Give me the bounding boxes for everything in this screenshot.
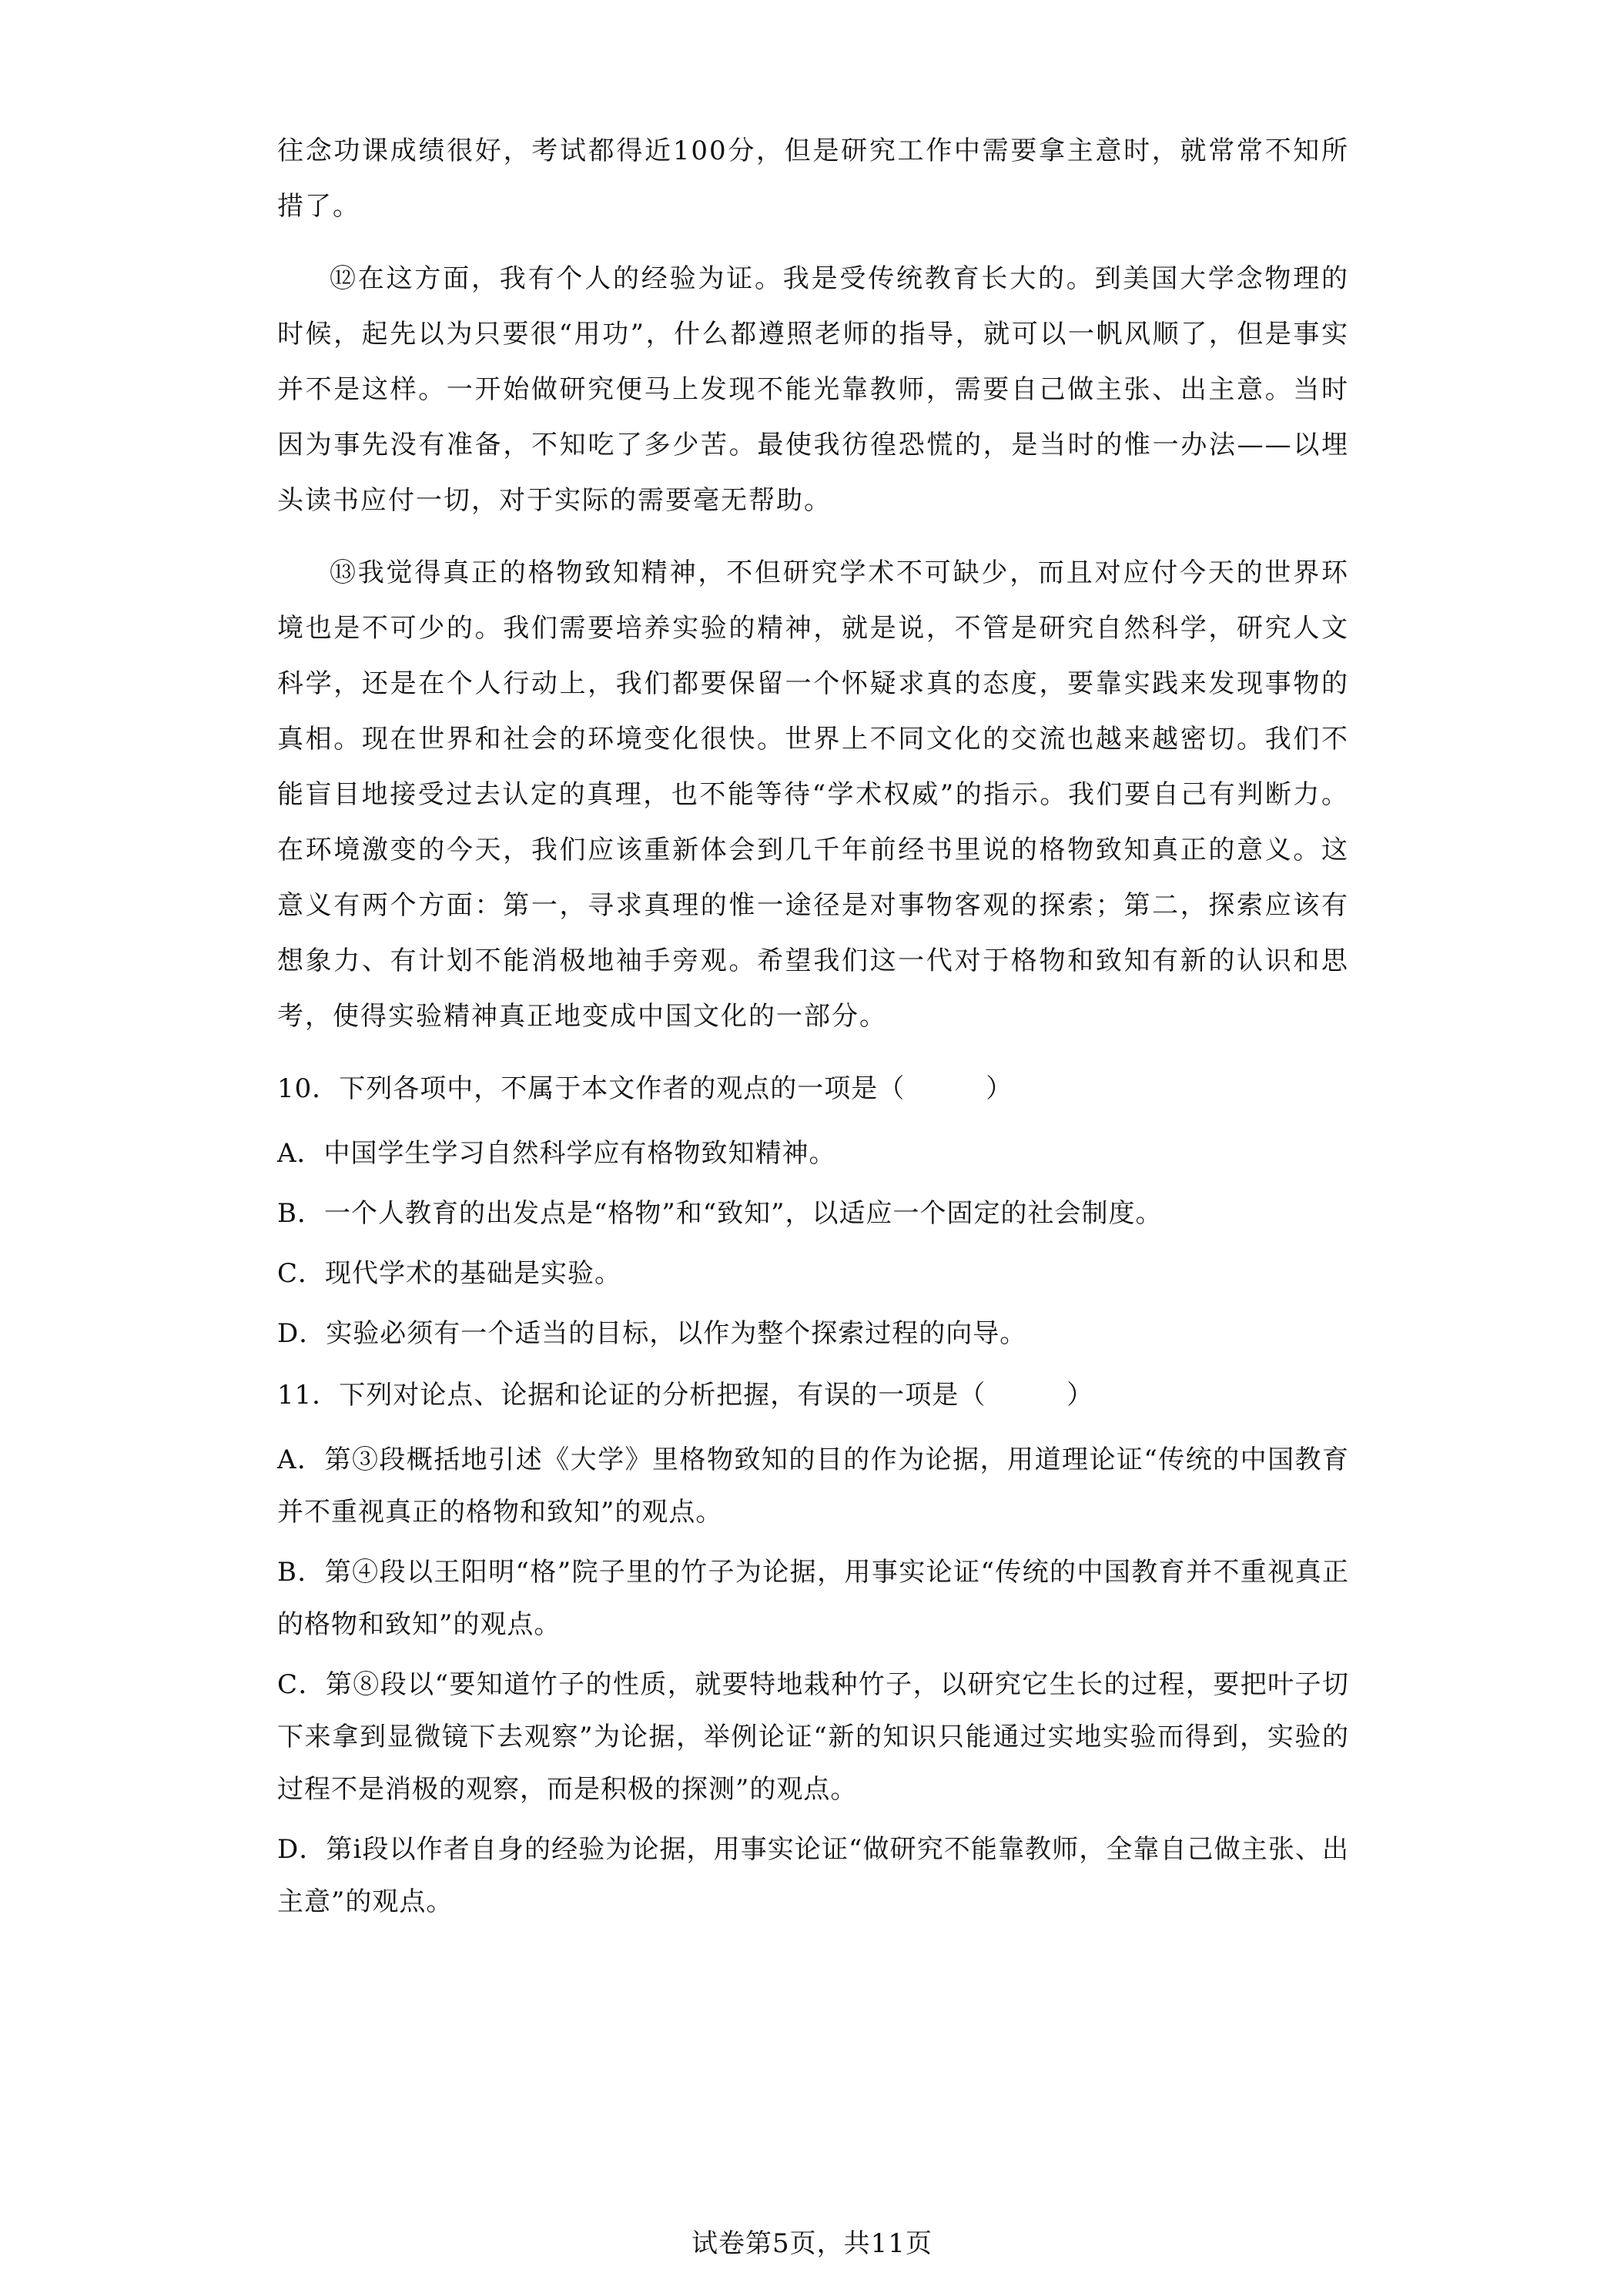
- question-11-option-d: D．第ⅰ段以作者自身的经验为论据，用事实论证“做研究不能靠教师，全靠自己做主张、出主意”的观点。: [277, 1834, 1349, 1917]
- question-11-option-b: B．第④段以王阳明“格”院子里的竹子为论据，用事实论证“传统的中国教育并不重视真正的格物和致知”的观点。: [277, 1557, 1349, 1640]
- passage-paragraph-12: ⑫在这方面，我有个人的经验为证。我是受传统教育长大的。到美国大学念物理的时候，起先以为只要很“用功”，什么都遵照老师的指导，就可以一帆风顺了，但是事实并不是这样。一开始做研究便马上发现不能光靠教师，需要自己做主张、出主意。当时因为事先没有准备，不知吃了多少苦。最使我彷徨恐慌的，是当时的惟一办法——以埋头读书应付一切，对于实际的需要毫无帮助。: [277, 263, 1349, 516]
- passage-paragraph-13: ⑬我觉得真正的格物致知精神，不但研究学术不可缺少，而且对应付今天的世界环境也是不可少的。我们需要培养实验的精神，就是说，不管是研究自然科学，研究人文科学，还是在个人行动上，我们都要保留一个怀疑求真的态度，要靠实践来发现事物的真相。现在世界和社会的环境变化很快。世界上不同文化的交流也越来越密切。我们不能盲目地接受过去认定的真理，也不能等待“学术权威”的指示。我们要自己有判断力。在环境激变的今天，我们应该重新体会到几千年前经书里说的格物致知真正的意义。这意义有两个方面：第一，寻求真理的惟一途径是对事物客观的探索；第二，探索应该有想象力、有计划不能消极地袖手旁观。希望我们这一代对于格物和致知有新的认识和思考，使得实验精神真正地变成中国文化的一部分。: [277, 557, 1349, 1032]
- question-11: [277, 1367, 1349, 1928]
- question-10-option-a: A．中国学生学习自然科学应有格物致知精神。: [277, 1138, 836, 1169]
- question-10-option-b: B．一个人教育的出发点是“格物”和“致知”，以适应一个固定的社会制度。: [277, 1198, 1163, 1229]
- question-11-option-a: A．第③段概括地引述《大学》里格物致知的目的作为论据，用道理论证“传统的中国教育并不重视真正的格物和致知”的观点。: [277, 1444, 1349, 1528]
- page-content: [277, 123, 1349, 1936]
- question-10-option-d: D．实验必须有一个适当的目标，以作为整个探索过程的向导。: [277, 1318, 1027, 1349]
- passage-continuation: 往念功课成绩很好，考试都得近100分，但是研究工作中需要拿主意时，就常常不知所措了。: [277, 136, 1349, 222]
- question-10-stem: 10．下列各项中，不属于本文作者的观点的一项是（ ）: [277, 1073, 1013, 1104]
- question-10: [277, 1061, 1349, 1360]
- question-11-stem: 11．下列对论点、论据和论证的分析把握，有误的一项是（ ）: [277, 1380, 1094, 1411]
- page-footer: 试卷第5页，共11页: [691, 2228, 933, 2259]
- question-11-option-c: C．第⑧段以“要知道竹子的性质，就要特地栽种竹子，以研究它生长的过程，要把叶子切下来拿到显微镜下去观察”为论据，举例论证“新的知识只能通过实地实验而得到，实验的过程不是消极的观察，而是积极的探测”的观点。: [277, 1669, 1349, 1805]
- question-10-option-c: C．现代学术的基础是实验。: [277, 1258, 622, 1289]
